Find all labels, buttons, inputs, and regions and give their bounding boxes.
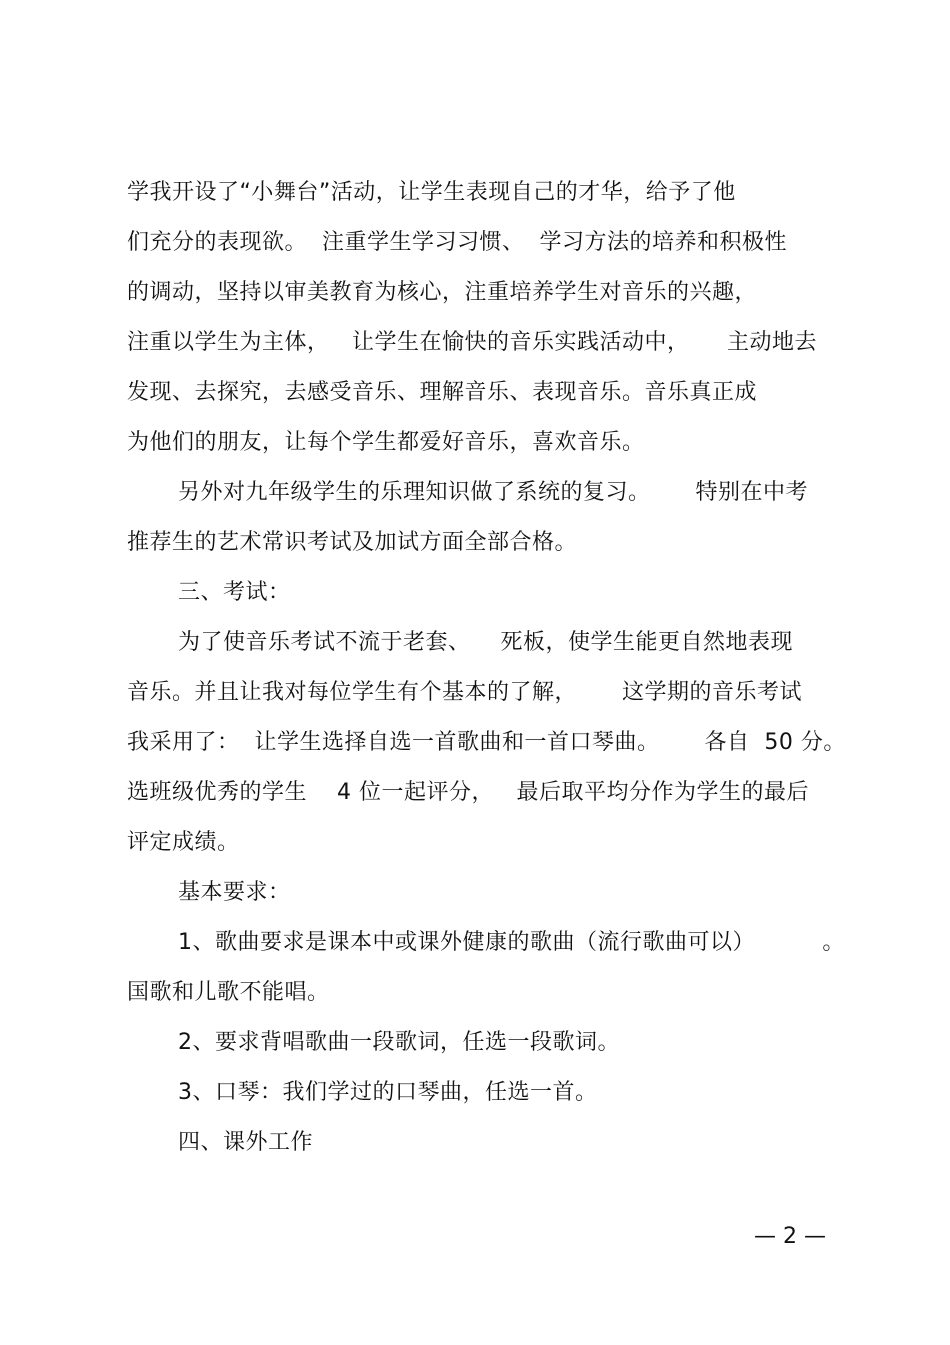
list-item: 1、歌曲要求是课本中或课外健康的歌曲（流行歌曲可以） 。: [178, 930, 845, 955]
text-line: 我采用了： 让学生选择自选一首歌曲和一首口琴曲。 各自 50 分。: [127, 730, 846, 755]
section-heading: 四、课外工作: [178, 1130, 314, 1155]
list-item: 2、要求背唱歌曲一段歌词，任选一段歌词。: [178, 1030, 620, 1055]
text-line: 另外对九年级学生的乐理知识做了系统的复习。 特别在中考: [178, 480, 808, 505]
text-line: 推荐生的艺术常识考试及加试方面全部合格。: [127, 530, 578, 555]
page-number: — 2 —: [754, 1224, 826, 1249]
text-line: 国歌和儿歌不能唱。: [127, 980, 330, 1005]
text-line: 评定成绩。: [127, 830, 240, 855]
text-line: 选班级优秀的学生 4 位一起评分， 最后取平均分作为学生的最后: [127, 780, 809, 805]
text-line: 为了使音乐考试不流于老套、 死板，使学生能更自然地表现: [178, 630, 793, 655]
text-line: 发现、去探究，去感受音乐、理解音乐、表现音乐。音乐真正成: [127, 380, 758, 405]
text-line: 注重以学生为主体， 让学生在愉快的音乐实践活动中， 主动地去: [127, 330, 817, 355]
subheading: 基本要求：: [178, 880, 291, 905]
text-line: 学我开设了“小舞台”活动，让学生表现自己的才华，给予了他: [127, 180, 736, 205]
list-item: 3、口琴：我们学过的口琴曲，任选一首。: [178, 1080, 598, 1105]
text-line: 为他们的朋友，让每个学生都爱好音乐，喜欢音乐。: [127, 430, 645, 455]
text-line: 的调动，坚持以审美教育为核心，注重培养学生对音乐的兴趣，: [127, 280, 758, 305]
text-line: 们充分的表现欲。 注重学生学习习惯、 学习方法的培养和积极性: [127, 230, 787, 255]
text-line: 音乐。并且让我对每位学生有个基本的了解， 这学期的音乐考试: [127, 680, 802, 705]
section-heading: 三、考试：: [178, 580, 291, 605]
